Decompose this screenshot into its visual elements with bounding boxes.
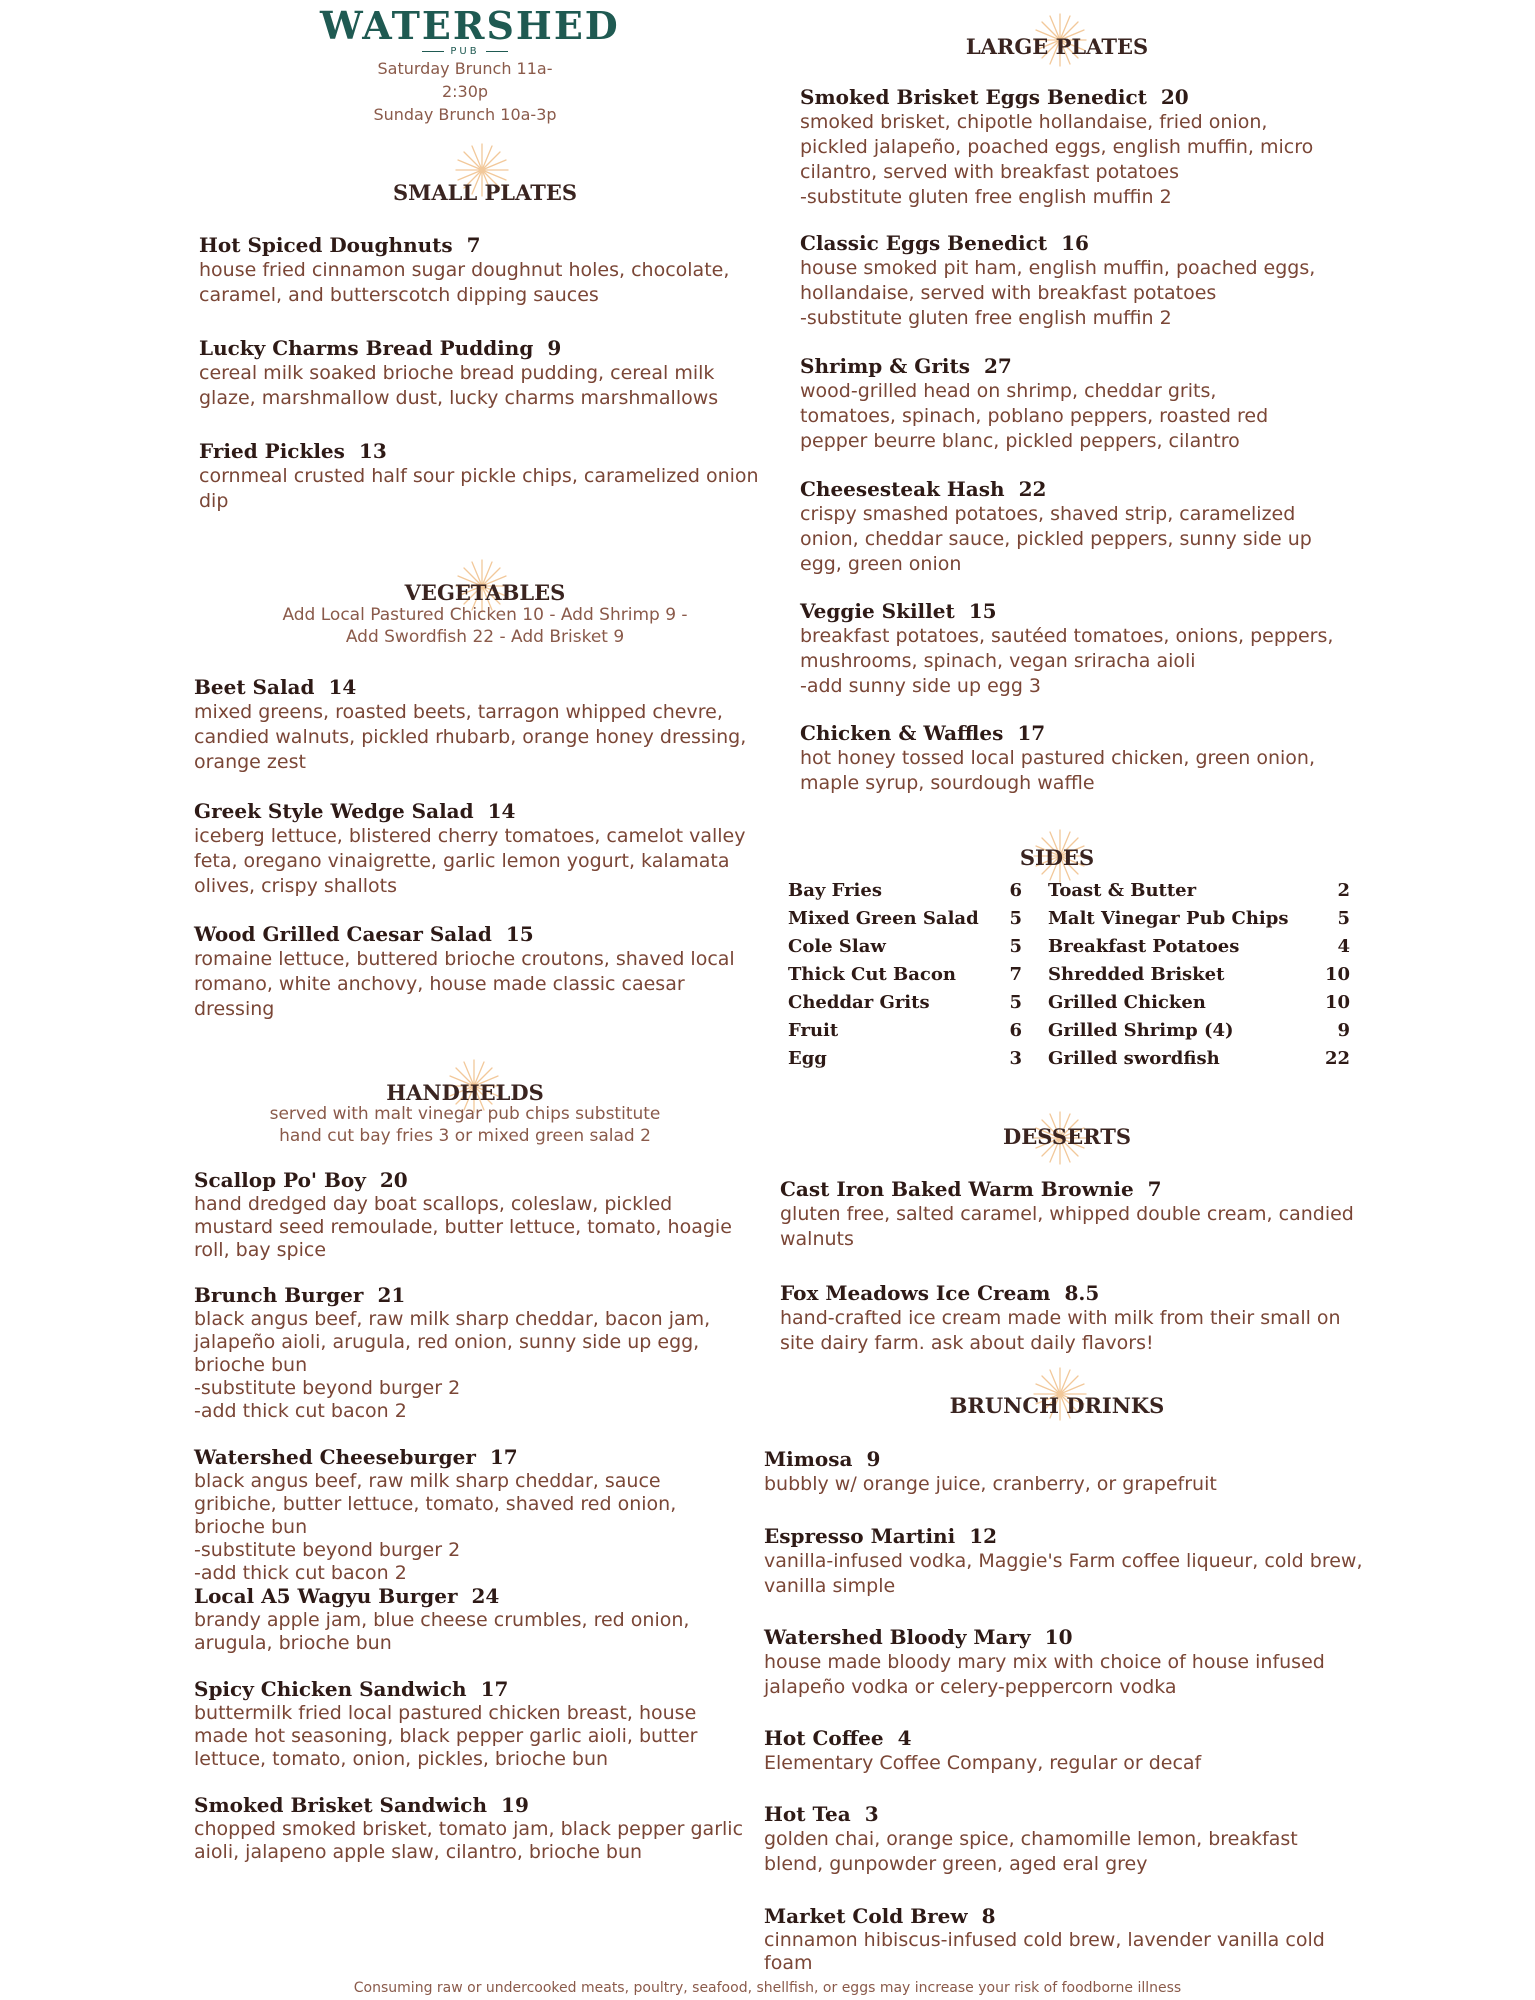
item-price: 8	[981, 1904, 996, 1928]
side-name: Grilled Chicken	[1048, 992, 1206, 1013]
item-desc: breakfast potatoes, sautéed tomatoes, onions, peppers, mushrooms, spinach, vegan sriracha aioli	[800, 625, 1334, 672]
side-price: 10	[1324, 964, 1350, 985]
menu-item	[194, 921, 764, 1022]
menu-item	[800, 353, 1300, 454]
item-name-line	[800, 720, 1340, 746]
section-title-sides: SIDES	[1019, 845, 1095, 870]
item-price: 17	[489, 1445, 518, 1469]
item-name-line	[800, 476, 1340, 502]
item-desc: chopped smoked brisket, tomato jam, black pepper garlic aioli, jalapeno apple slaw, cilantro, brioche bun	[194, 1818, 744, 1863]
item-price: 20	[379, 1168, 408, 1192]
item-name: Espresso Martini	[764, 1524, 956, 1548]
side-name: Breakfast Potatoes	[1048, 936, 1240, 957]
item-option: -substitute beyond burger 2	[194, 1539, 461, 1561]
menu-item	[199, 438, 769, 514]
footer-disclaimer: Consuming raw or undercooked meats, poultry, seafood, shellfish, or eggs may increase your risk of foodborne illness	[353, 1980, 1182, 1996]
item-option: -add thick cut bacon 2	[194, 1400, 407, 1422]
side-price: 5	[1009, 936, 1022, 957]
item-price: 27	[983, 354, 1012, 378]
item-desc: house fried cinnamon sugar doughnut holes, chocolate, caramel, and butterscotch dipping sauces	[199, 259, 730, 306]
item-name-line	[800, 84, 1340, 110]
item-name-line	[194, 1792, 754, 1818]
item-name-line	[800, 598, 1340, 624]
side-price: 4	[1337, 936, 1350, 957]
item-price: 19	[501, 1793, 529, 1817]
item-price: 22	[1018, 477, 1047, 501]
item-price: 7	[1147, 1177, 1162, 1201]
hours-line: 2:30p	[441, 82, 489, 101]
item-name-line	[780, 1280, 1360, 1306]
side-price: 5	[1337, 908, 1350, 929]
item-desc: buttermilk fried local pastured chicken breast, house made hot seasoning, black pepper garlic aioli, butter lettuce, tomato, onion, pickles, brioche bun	[194, 1702, 698, 1770]
item-desc: smoked brisket, chipotle hollandaise, fried onion, pickled jalapeño, poached eggs, english muffin, micro cilantro, served with breakfast potatoes	[800, 111, 1314, 183]
item-option: -substitute gluten free english muffin 2	[800, 186, 1172, 208]
item-name-line	[764, 1523, 1364, 1549]
item-name-line	[194, 1583, 734, 1609]
item-price: 13	[358, 439, 387, 463]
item-name: Watershed Bloody Mary	[764, 1625, 1031, 1649]
section-note	[220, 604, 750, 648]
item-desc: gluten free, salted caramel, whipped double cream, candied walnuts	[780, 1203, 1354, 1250]
hours	[320, 57, 610, 126]
sides-row	[788, 908, 1350, 936]
item-price: 9	[547, 336, 562, 360]
item-name-line	[199, 438, 769, 464]
item-name-line	[764, 1624, 1364, 1650]
item-name: Hot Tea	[764, 1802, 851, 1826]
item-name: Local A5 Wagyu Burger	[194, 1584, 458, 1608]
item-name: Classic Eggs Benedict	[800, 231, 1048, 255]
item-price: 21	[377, 1283, 406, 1307]
item-desc: hand-crafted ice cream made with milk from their small on site dairy farm. ask about daily flavors!	[780, 1307, 1341, 1354]
side-price: 3	[1009, 1048, 1022, 1069]
item-name: Greek Style Wedge Salad	[194, 799, 474, 823]
brand-sub: PUB	[320, 46, 610, 57]
item-name-line	[194, 921, 764, 947]
side-name: Grilled swordfish	[1048, 1048, 1220, 1069]
item-price: 14	[328, 675, 357, 699]
menu-item	[194, 1282, 734, 1423]
sides-row	[788, 1020, 1350, 1048]
item-name-line	[194, 1676, 754, 1702]
section-title-small-plates: SMALL PLATES	[392, 180, 578, 205]
item-desc: hand dredged day boat scallops, coleslaw, pickled mustard seed remoulade, butter lettuce, tomato, hoagie roll, bay spice	[194, 1193, 732, 1261]
menu-item	[199, 232, 769, 308]
sides-row	[788, 1048, 1350, 1076]
item-name: Chicken & Waffles	[800, 721, 1004, 745]
menu-item	[764, 1725, 1364, 1776]
menu-item	[194, 798, 764, 899]
menu-item	[800, 230, 1340, 331]
side-name: Fruit	[788, 1020, 839, 1041]
item-name-line	[194, 1444, 734, 1470]
side-price: 5	[1009, 908, 1022, 929]
item-name-line	[764, 1725, 1364, 1751]
menu-item	[764, 1903, 1364, 1975]
menu-item	[800, 476, 1340, 577]
side-price: 10	[1324, 992, 1350, 1013]
item-price: 17	[480, 1677, 509, 1701]
item-option: -substitute gluten free english muffin 2	[800, 307, 1172, 329]
note-line: served with malt vinegar pub chips substitute	[269, 1104, 661, 1124]
side-price: 6	[1009, 1020, 1022, 1041]
item-name-line	[199, 232, 769, 258]
side-name: Mixed Green Salad	[788, 908, 979, 929]
brand-name: WATERSHED	[320, 3, 620, 48]
item-name-line	[194, 1282, 734, 1308]
menu-item	[194, 1583, 734, 1655]
item-name-line	[764, 1801, 1344, 1827]
item-name: Smoked Brisket Eggs Benedict	[800, 85, 1147, 109]
item-name: Hot Spiced Doughnuts	[199, 233, 453, 257]
item-name: Market Cold Brew	[764, 1904, 968, 1928]
item-desc: cinnamon hibiscus-infused cold brew, lavender vanilla cold foam	[764, 1929, 1325, 1974]
menu-item	[780, 1280, 1360, 1356]
item-desc: vanilla-infused vodka, Maggie's Farm coffee liqueur, cold brew, vanilla simple	[764, 1550, 1363, 1597]
item-desc: brandy apple jam, blue cheese crumbles, red onion, arugula, brioche bun	[194, 1609, 690, 1654]
side-name: Cheddar Grits	[788, 992, 930, 1013]
side-name: Grilled Shrimp (4)	[1048, 1020, 1234, 1041]
item-desc: cornmeal crusted half sour pickle chips, caramelized onion dip	[199, 465, 759, 512]
section-title-handhelds: HANDHELDS	[386, 1080, 544, 1105]
menu-item	[800, 598, 1340, 699]
menu-item	[194, 1167, 754, 1262]
item-price: 4	[897, 1726, 912, 1750]
side-price: 2	[1337, 880, 1350, 901]
side-name: Cole Slaw	[788, 936, 886, 957]
item-price: 14	[487, 799, 516, 823]
item-name: Lucky Charms Bread Pudding	[199, 336, 534, 360]
note-line: Add Swordfish 22 - Add Brisket 9	[345, 627, 625, 647]
side-name: Thick Cut Bacon	[788, 964, 956, 985]
item-desc: Elementary Coffee Company, regular or decaf	[764, 1752, 1202, 1774]
note-line: hand cut bay fries 3 or mixed green salad 2	[279, 1126, 651, 1146]
item-desc: golden chai, orange spice, chamomille lemon, breakfast blend, gunpowder green, aged eral grey	[764, 1828, 1298, 1875]
item-name-line	[194, 674, 764, 700]
menu-item	[780, 1176, 1360, 1252]
item-price: 7	[466, 233, 481, 257]
sides-list	[788, 880, 1350, 1076]
item-price: 15	[968, 599, 997, 623]
item-name: Brunch Burger	[194, 1283, 364, 1307]
side-price: 7	[1009, 964, 1022, 985]
item-desc: iceberg lettuce, blistered cherry tomatoes, camelot valley feta, oregano vinaigrette, garlic lemon yogurt, kalamata olives, crispy shallots	[194, 825, 746, 897]
menu-item	[764, 1446, 1364, 1497]
note-line: Add Local Pastured Chicken 10 - Add Shrimp 9 -	[282, 605, 688, 625]
item-desc: black angus beef, raw milk sharp cheddar, bacon jam, jalapeño aioli, arugula, red onion, sunny side up egg, brioche bun	[194, 1308, 711, 1376]
sides-row	[788, 880, 1350, 908]
section-note	[220, 1103, 710, 1147]
item-price: 15	[505, 922, 534, 946]
item-name: Scallop Po' Boy	[194, 1168, 366, 1192]
item-price: 20	[1160, 85, 1189, 109]
item-name: Beet Salad	[194, 675, 315, 699]
item-name: Mimosa	[764, 1447, 853, 1471]
side-price: 9	[1337, 1020, 1350, 1041]
item-name-line	[800, 230, 1340, 256]
item-desc: black angus beef, raw milk sharp cheddar, sauce gribiche, butter lettuce, tomato, shaved red onion, brioche bun	[194, 1470, 677, 1538]
item-name-line	[764, 1446, 1364, 1472]
item-option: -substitute beyond burger 2	[194, 1377, 461, 1399]
menu-item	[764, 1624, 1364, 1700]
menu-item	[800, 84, 1340, 210]
item-price: 24	[471, 1584, 500, 1608]
item-desc: mixed greens, roasted beets, tarragon whipped chevre, candied walnuts, pickled rhubarb, orange honey dressing, orange zest	[194, 701, 747, 773]
item-option: -add sunny side up egg 3	[800, 675, 1042, 697]
side-name: Egg	[788, 1048, 827, 1069]
item-name: Shrimp & Grits	[800, 354, 970, 378]
item-name: Watershed Cheeseburger	[194, 1445, 476, 1469]
side-price: 5	[1009, 992, 1022, 1013]
item-desc: romaine lettuce, buttered brioche croutons, shaved local romano, white anchovy, house made classic caesar dressing	[194, 948, 735, 1020]
item-name-line	[194, 1167, 754, 1193]
item-name-line	[780, 1176, 1360, 1202]
item-name-line	[764, 1903, 1364, 1929]
side-price: 6	[1009, 880, 1022, 901]
logo	[320, 3, 620, 126]
sides-row	[788, 964, 1350, 992]
item-name: Fried Pickles	[199, 439, 345, 463]
item-price: 17	[1017, 721, 1046, 745]
section-title-desserts: DESSERTS	[1003, 1124, 1131, 1149]
item-desc: bubbly w/ orange juice, cranberry, or grapefruit	[764, 1473, 1217, 1495]
item-name: Veggie Skillet	[800, 599, 955, 623]
section-title-brunch-drinks: BRUNCH DRINKS	[949, 1393, 1165, 1418]
item-name: Cast Iron Baked Warm Brownie	[780, 1177, 1134, 1201]
sides-row	[788, 992, 1350, 1020]
item-desc: wood-grilled head on shrimp, cheddar grits, tomatoes, spinach, poblano peppers, roasted red pepper beurre blanc, pickled peppers, cilantro	[800, 380, 1269, 452]
sides-row	[788, 936, 1350, 964]
item-price: 10	[1044, 1625, 1073, 1649]
menu-item	[194, 1676, 754, 1771]
side-name: Toast & Butter	[1048, 880, 1197, 901]
section-title-vegetables: VEGETABLES	[404, 580, 566, 605]
item-desc: crispy smashed potatoes, shaved strip, caramelized onion, cheddar sauce, pickled peppers, sunny side up egg, green onion	[800, 503, 1312, 575]
item-name: Fox Meadows Ice Cream	[780, 1281, 1051, 1305]
side-name: Shredded Brisket	[1048, 964, 1225, 985]
menu-item	[194, 1444, 734, 1585]
item-price: 3	[864, 1802, 879, 1826]
side-price: 22	[1324, 1048, 1350, 1069]
section-title-large-plates: LARGE PLATES	[965, 34, 1149, 59]
hours-line: Sunday Brunch 10a-3p	[373, 105, 557, 124]
item-option: -add thick cut bacon 2	[194, 1562, 407, 1584]
menu-item	[194, 1792, 754, 1864]
item-name-line	[800, 353, 1300, 379]
menu-item	[800, 720, 1340, 796]
side-name: Bay Fries	[788, 880, 882, 901]
menu-item	[764, 1523, 1364, 1599]
item-name: Cheesesteak Hash	[800, 477, 1005, 501]
item-desc: house made bloody mary mix with choice of house infused jalapeño vodka or celery-peppercorn vodka	[764, 1651, 1325, 1698]
item-price: 12	[969, 1524, 998, 1548]
item-desc: hot honey tossed local pastured chicken, green onion, maple syrup, sourdough waffle	[800, 747, 1316, 794]
item-name: Hot Coffee	[764, 1726, 884, 1750]
hours-line: Saturday Brunch 11a-	[377, 59, 553, 78]
item-name-line	[194, 798, 764, 824]
item-name: Spicy Chicken Sandwich	[194, 1677, 467, 1701]
side-name: Malt Vinegar Pub Chips	[1048, 908, 1289, 929]
item-price: 16	[1061, 231, 1089, 255]
item-name: Smoked Brisket Sandwich	[194, 1793, 488, 1817]
menu-item	[199, 335, 769, 411]
item-desc: cereal milk soaked brioche bread pudding, cereal milk glaze, marshmallow dust, lucky charms marshmallows	[199, 362, 719, 409]
menu-item	[764, 1801, 1344, 1877]
item-desc: house smoked pit ham, english muffin, poached eggs, hollandaise, served with breakfast potatoes	[800, 257, 1316, 304]
item-name-line	[199, 335, 769, 361]
item-name: Wood Grilled Caesar Salad	[194, 922, 492, 946]
item-price: 8.5	[1064, 1281, 1100, 1305]
menu-item	[194, 674, 764, 775]
item-price: 9	[866, 1447, 881, 1471]
